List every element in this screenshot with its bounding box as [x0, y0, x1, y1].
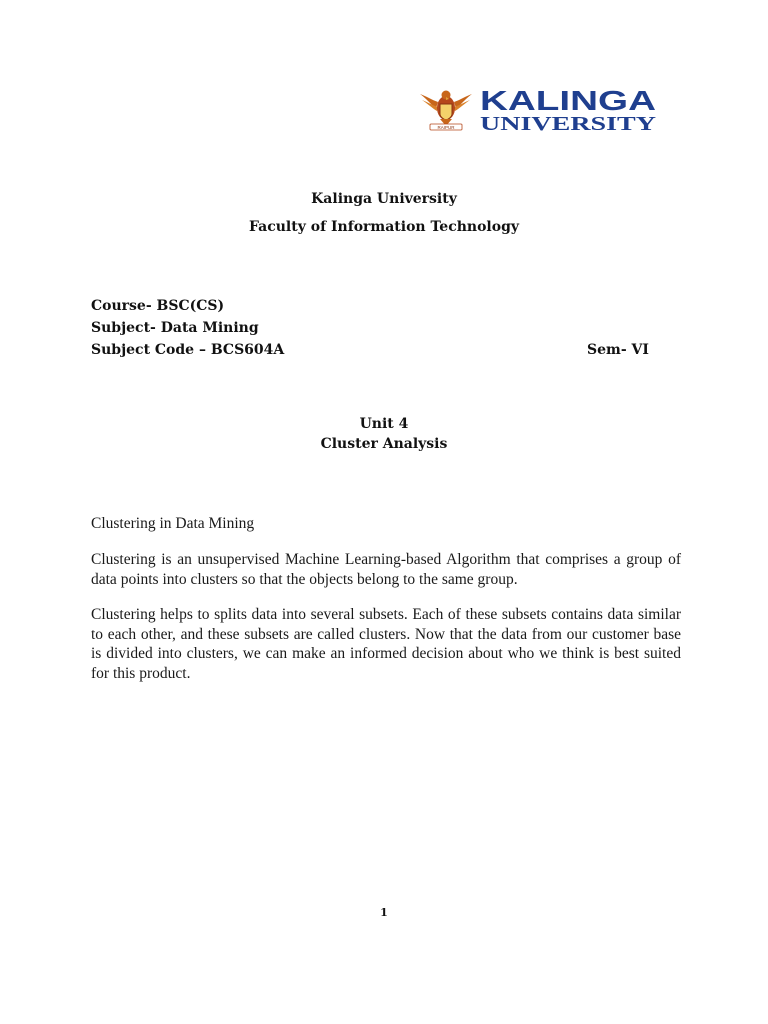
- page-number: 1: [380, 906, 388, 919]
- section-heading: Clustering in Data Mining: [91, 515, 255, 532]
- logo-graphic: [416, 84, 660, 134]
- subject-code-line: Subject Code – BCS604A: [91, 342, 285, 358]
- subject-line: Subject- Data Mining: [91, 320, 259, 336]
- unit-title: Cluster Analysis: [320, 436, 448, 452]
- paragraph-2: Clustering helps to splits data into several subsets. Each of these subsets contains data similar to each other, and these subsets are called clusters. Now that the data from our customer base is divided into clusters, we can make an informed decision about who we think is best suited for this product.: [91, 606, 681, 682]
- paragraph-1: Clustering is an unsupervised Machine Learning-based Algorithm that comprises a group of data points into clusters so that the objects belong to the same group.: [91, 551, 681, 588]
- institution-name: Kalinga University: [311, 191, 457, 207]
- university-logo: [416, 84, 660, 134]
- course-line: Course- BSC(CS): [91, 298, 225, 314]
- logo-text-line2: UNIVERSITY: [480, 113, 657, 134]
- logo-text-line1: KALINGA: [480, 85, 656, 116]
- faculty-name: Faculty of Information Technology: [248, 219, 520, 235]
- unit-number: Unit 4: [359, 416, 409, 432]
- semester-line: Sem- VI: [587, 342, 649, 358]
- logo-seal-text: RAIPUR: [437, 125, 455, 130]
